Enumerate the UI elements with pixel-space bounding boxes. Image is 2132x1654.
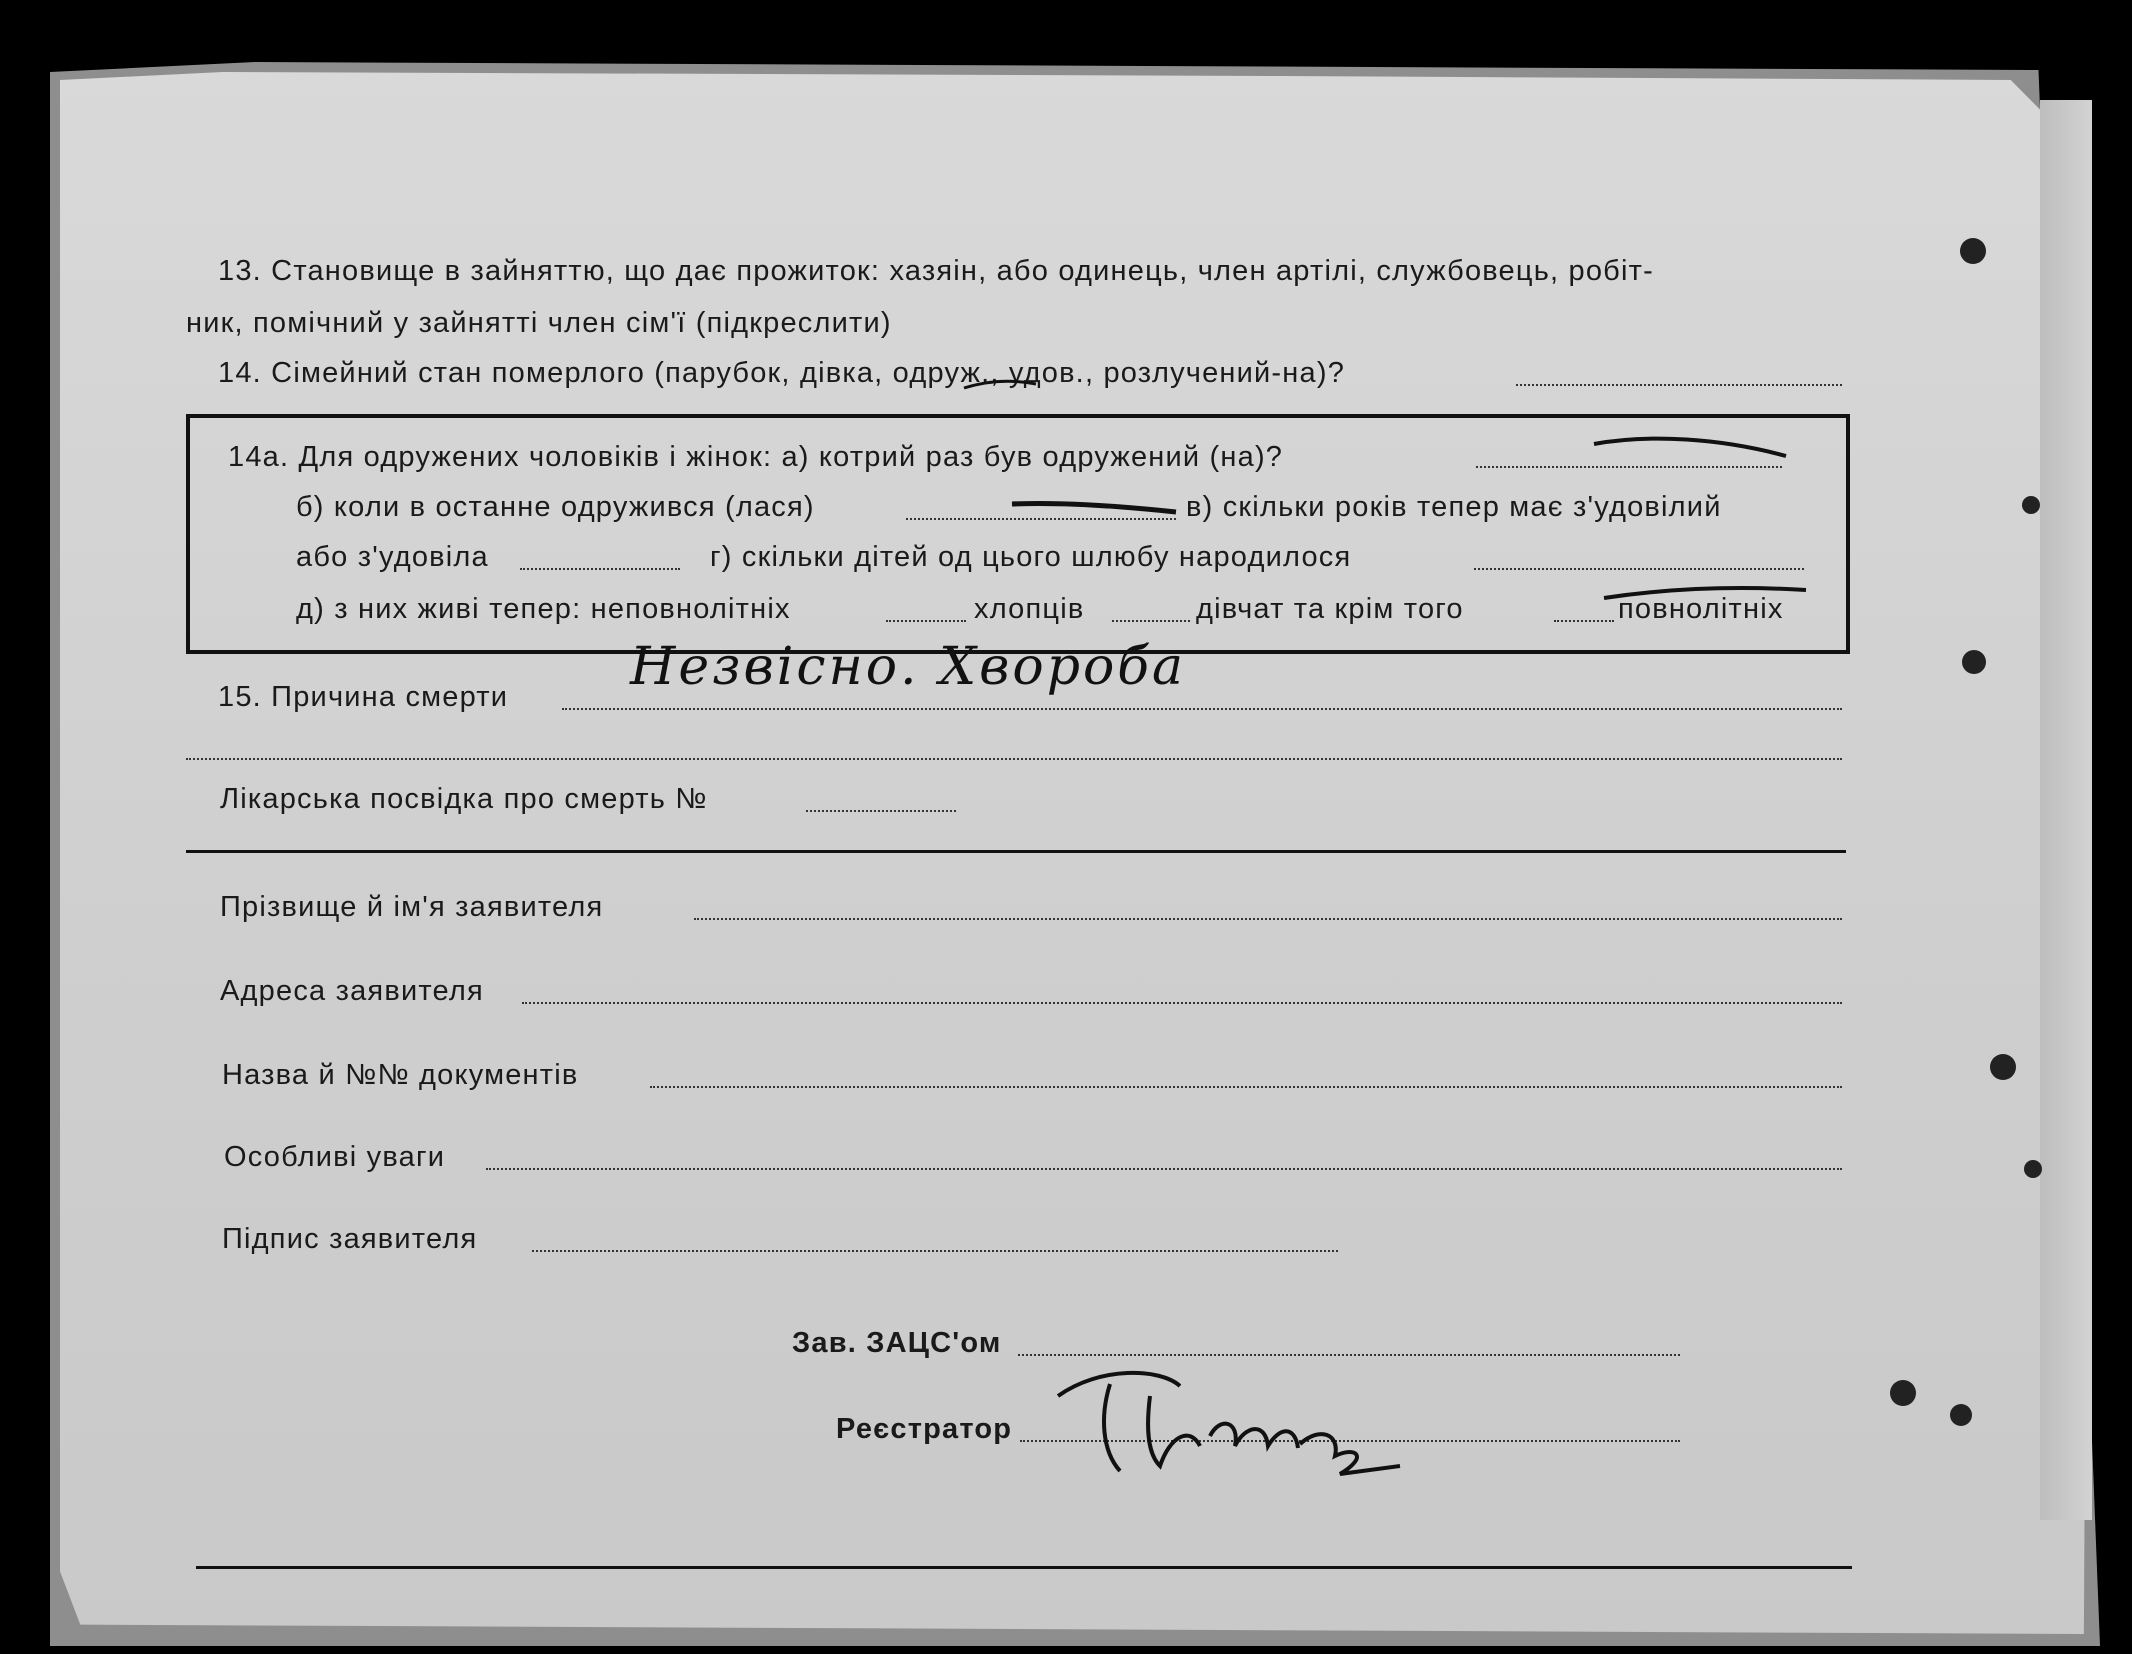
question-14a-g: г) скільки дітей од цього шлюбу народилося	[710, 541, 1352, 573]
question-14a-line1: 14а. Для одружених чоловіків і жінок: а) котрий раз був одружений (на)?	[228, 441, 1284, 473]
bottom-divider	[196, 1566, 1852, 1569]
punch-hole	[2024, 1160, 2042, 1178]
ink-stroke	[960, 374, 1040, 394]
remarks-field[interactable]	[486, 1168, 1842, 1170]
question-15: 15. Причина смерти	[218, 681, 509, 713]
applicant-address-field[interactable]	[522, 1002, 1842, 1004]
registrar-signature	[1040, 1356, 1420, 1486]
section-divider	[186, 850, 1846, 853]
punch-hole	[1890, 1380, 1916, 1406]
applicant-address-label: Адреса заявителя	[220, 975, 484, 1007]
ink-stroke	[1600, 582, 1810, 606]
punch-hole	[1962, 650, 1986, 674]
punch-hole	[1960, 238, 1986, 264]
applicant-name-field[interactable]	[694, 918, 1842, 920]
marital-status-field[interactable]	[1516, 384, 1842, 386]
question-14a-v: в) скільки років тепер має з'удовілий	[1186, 491, 1722, 523]
death-cause-field-line2[interactable]	[186, 758, 1842, 760]
applicant-name-label: Прізвище й ім'я заявителя	[220, 891, 604, 923]
question-13-line1: 13. Становище в зайняттю, що дає прожиток: хазяін, або одинець, член артілі, службовець, робіт-	[218, 255, 1654, 287]
marriage-count-field[interactable]	[1476, 466, 1782, 468]
page-edge	[2040, 100, 2092, 1520]
remarks-label: Особливі уваги	[224, 1141, 446, 1173]
minors-field[interactable]	[886, 620, 966, 622]
question-14a-d: д) з них живі тепер: неповнолітніх	[296, 593, 791, 625]
question-14a-b: б) коли в останне одружився (лася)	[296, 491, 815, 523]
registrar-label: Реєстратор	[836, 1413, 1013, 1445]
girls-field[interactable]	[1554, 620, 1614, 622]
punch-hole	[2022, 496, 2040, 514]
documents-label: Назва й №№ документів	[222, 1059, 579, 1091]
girls-label: дівчат та крім того	[1196, 593, 1464, 625]
boys-field[interactable]	[1112, 620, 1190, 622]
children-count-field[interactable]	[1474, 568, 1804, 570]
documents-field[interactable]	[650, 1086, 1842, 1088]
question-14: 14. Сімейний стан померлого (парубок, дівка, одруж., удов., розлучений-на)?	[218, 357, 1346, 389]
ink-stroke	[1590, 434, 1790, 464]
medical-certificate-label: Лікарська посвідка про смерть №	[220, 783, 708, 815]
medical-certificate-field[interactable]	[806, 810, 956, 812]
applicant-signature-label: Підпис заявителя	[222, 1223, 478, 1255]
applicant-signature-field[interactable]	[532, 1250, 1338, 1252]
question-14a-widowed: або з'удовіла	[296, 541, 489, 573]
head-label: Зав. ЗАЦС'ом	[792, 1327, 1002, 1359]
punch-hole	[1950, 1404, 1972, 1426]
last-marriage-field[interactable]	[906, 518, 1176, 520]
adults-label: повнолітніх	[1618, 593, 1784, 625]
boys-label: хлопців	[974, 593, 1085, 625]
punch-hole	[1990, 1054, 2016, 1080]
question-13-line2: ник, помічний у зайнятті член сім'ї (підкреслити)	[186, 307, 892, 339]
ink-stroke	[1010, 498, 1180, 518]
death-cause-field[interactable]	[562, 708, 1842, 710]
death-cause-answer: Незвісно. Хвороба	[630, 637, 1187, 697]
widowed-years-field[interactable]	[520, 568, 680, 570]
